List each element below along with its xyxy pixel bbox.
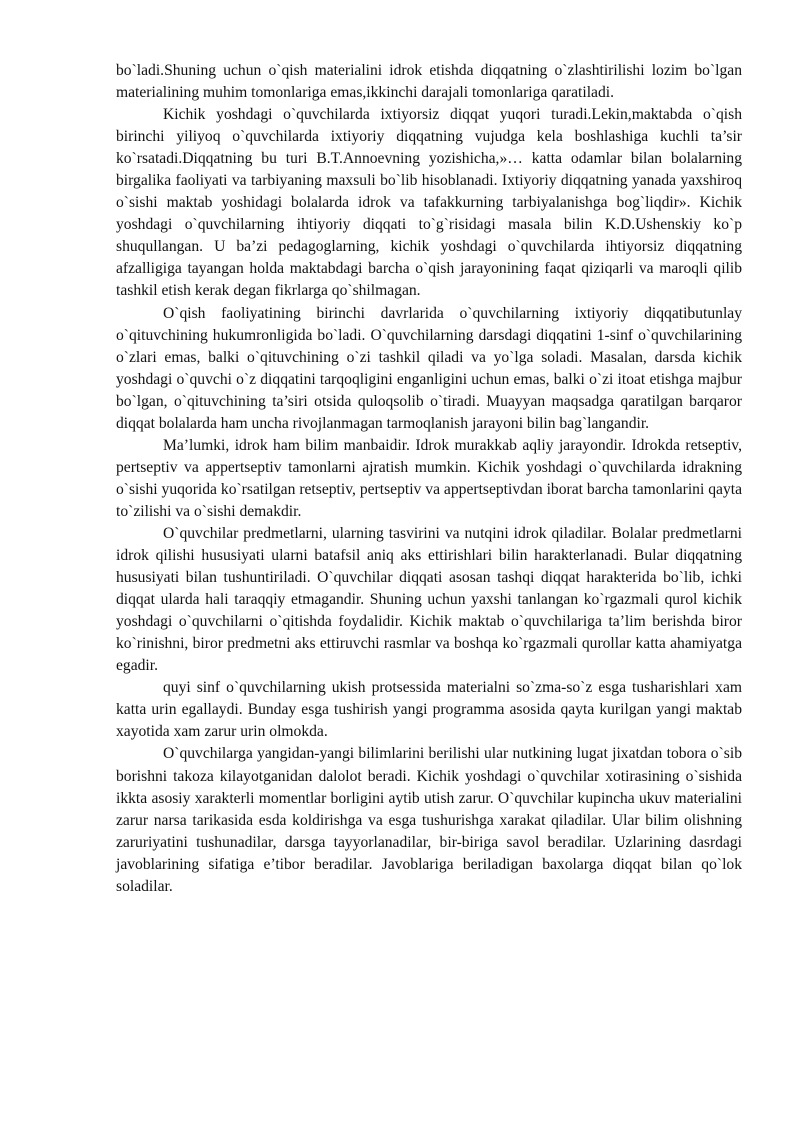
paragraph-2: Kichik yoshdagi o`quvchilarda ixtiyorsiz diqqat yuqori turadi.Lekin,maktabda o`qish birinchi yiliyoq o`quvchilarda ixtiyoriy diqqatning vujudga kela boshlashiga kuchli ta’sir ko`rsatadi.Diqqatning bu turi B.T.Annoevning yozishicha,»… katta odamlar bilan bolalarning birgalika faoliyati va tarbiyaning maxsuli bo`lib hisoblanadi. Ixtiyoriy diqqatning yanada yaxshiroq o`sishi maktab yoshidagi bolalarda idrok va tafakkurning tarbiyalanishga bog`liqdir». Kichik yoshdagi o`quvchilarning ihtiyoriy diqqati to`g`risidagi masala bilin K.D.Ushenskiy ko`p shuqullangan. U ba’zi pedagoglarning, kichik yoshdagi o`quvchilarda ihtiyorsiz diqqatning afzalligiga tayangan holda maktabdagi barcha o`qish jarayonining faqat qiziqarli va maroqli qilib tashkil etish kerak degan fikrlarga qo`shilmagan. [116, 106, 742, 300]
paragraph-1: bo`ladi.Shuning uchun o`qish materialini idrok etishda diqqatning o`zlashtirilishi lozim bo`lgan materialining muhim tomonlariga emas,ikkinchi darajali tomonlariga qaratiladi. [116, 62, 742, 102]
paragraph-4: Ma’lumki, idrok ham bilim manbaidir. Idrok murakkab aqliy jarayondir. Idrokda retseptiv, pertseptiv va appertseptiv tamonlarni ajratish mumkin. Kichik yoshdagi o`quvchilarda idrakning o`sishi yuqorida ko`rsatilgan retseptiv, pertseptiv va appertseptivdan iborat barcha tamonlarini qayta to`zilishi va o`sishi demakdir. [116, 436, 742, 520]
paragraph-7: O`quvchilarga yangidan-yangi bilimlarini berilishi ular nutkining lugat jixatdan tobora o`sib borishni takoza kilayotganidan dalolot beradi. Kichik yoshdagi o`quvchilar xotirasining o`sishida ikkta asosiy xarakterli momentlar borligini aytib utish zarur. O`quvchilar kupincha ukuv materialini zarur narsa tarikasida esda koldirishga va esga tushurishga xarakat qiladilar. Ular bilim olishning zaruriyatini tushunadilar, darsga tayyorlanadilar, bir-biriga savol beradilar. Uzlarining dasrdagi javoblarining sifatiga e’tibor beradilar. Javoblariga beriladigan baxolarga diqqat bilan qo`lok soladilar. [116, 745, 742, 895]
paragraph-3: O`qish faoliyatining birinchi davrlarida o`quvchilarning ixtiyoriy diqqatibutunlay o`qituvchining hukumronligida bo`ladi. O`quvchilarning darsdagi diqqatini 1-sinf o`quvchilarining o`zlari emas, balki o`qituvchining o`zi tashkil qiladi va yo`lga soladi. Masalan, darsda kichik yoshdagi o`quvchi o`z diqqatini tarqoqligini enganligini uchun emas, balki o`zi itoat etishga majbur bo`lgan, o`qituvchining ta’siri otsida quloqsolib o`tiradi. Muayyan maqsadga qaratilgan barqaror diqqat bolalarda ham uncha rivojlanmagan tarmoqlanish jarayoni bilin bag`langandir. [116, 304, 742, 432]
paragraph-5: O`quvchilar predmetlarni, ularning tasvirini va nutqini idrok qiladilar. Bolalar predmetlarni idrok qilishi hususiyati ularni batafsil aniq aks ettirishlari bilin harakterlanadi. Bular diqqatning hususiyati bilan tushuntiriladi. O`quvchilar diqqati asosan tashqi diqqat harakterida bo`lib, ichki diqqat ularda hali taraqqiy etmagandir. Shuning uchun yaxshi tanlangan ko`rgazmali qurol kichik yoshdagi o`quvchilarni o`qitishda foydalidir. Kichik maktab o`quvchilariga ta’lim berishda biror ko`rinishni, biror predmetni aks ettiruvchi rasmlar va boshqa ko`rgazmali qurollar katta ahamiyatga egadir. [116, 524, 742, 675]
document-page [116, 60, 742, 898]
paragraph-6: quyi sinf o`quvchilarning ukish protsessida materialni so`zma-so`z esga tusharishlari xam katta urin egallaydi. Bunday esga tushirish yangi programma asosida qayta kurilgan yangi maktab xayotida xam zarur urin olmokda. [116, 679, 742, 741]
